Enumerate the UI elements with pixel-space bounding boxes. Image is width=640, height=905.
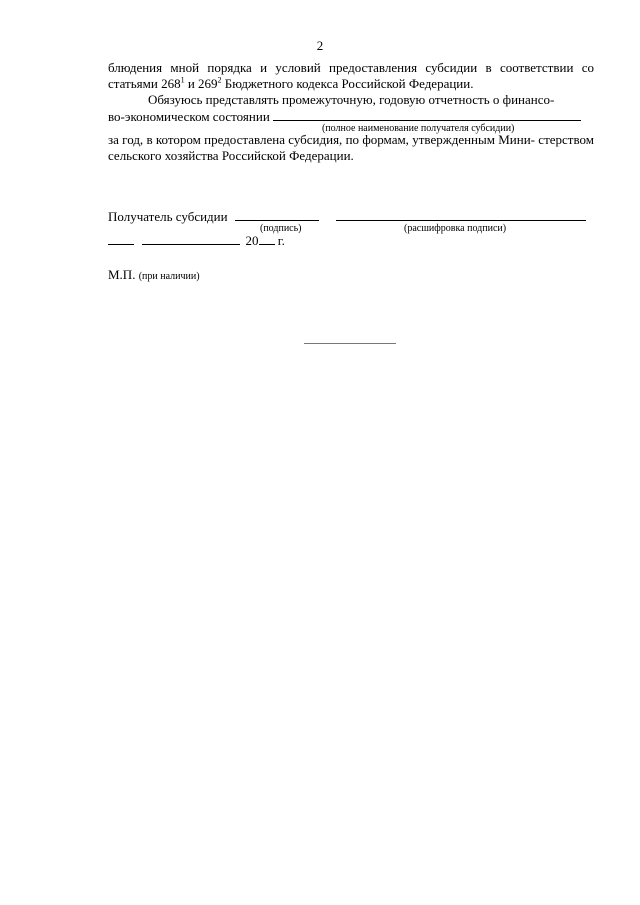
paragraph1-line1: блюдения мной порядка и условий предоставления субсидии в соответствии со — [108, 60, 594, 75]
footnote-sup-1: 1 — [180, 75, 185, 85]
paragraph2-line4: стерством сельского хозяйства Российской Федерации. — [108, 132, 594, 163]
signature-decoding-caption: (расшифровка подписи) — [404, 223, 507, 234]
recipient-name-row — [108, 108, 594, 132]
footnote-sup-2: 2 — [217, 75, 222, 85]
date-row — [108, 232, 594, 249]
stamp-row — [108, 267, 594, 285]
signature-field[interactable] — [235, 208, 319, 221]
signature-decoding-field[interactable] — [336, 208, 586, 221]
recipient-name-caption: (полное наименование получателя субсидии) — [322, 123, 515, 134]
paragraph1-line2-mid: и 269 — [184, 76, 218, 91]
signature-label: Получатель субсидии — [108, 209, 228, 224]
paragraph1-line2-end: Бюджетного кодекса Российской Федерации. — [221, 76, 474, 91]
paragraph-reporting-cont — [108, 132, 594, 164]
date-month-field[interactable] — [142, 232, 240, 245]
date-year-field[interactable] — [259, 232, 275, 245]
date-day-field[interactable] — [108, 232, 134, 245]
date-year-suffix: г. — [277, 233, 285, 248]
stamp-note: (при наличии) — [138, 271, 200, 282]
paragraph2-line1: Обязуюсь представлять промежуточную, годовую отчетность о финансо- — [148, 92, 555, 107]
date-year-prefix: 20 — [245, 233, 259, 248]
separator-line — [304, 343, 396, 344]
paragraph1-line2-start: статьями 268 — [108, 76, 181, 91]
signature-row — [108, 208, 594, 232]
paragraph2-line3: за год, в котором предоставлена субсидия, по формам, утвержденным Мини- — [108, 132, 536, 147]
recipient-name-field[interactable] — [273, 108, 581, 121]
paragraph2-line2-label: во-экономическом состоянии — [108, 109, 270, 124]
paragraph-compliance — [108, 60, 594, 92]
signature-caption: (подпись) — [260, 223, 302, 234]
document-body — [108, 60, 594, 285]
paragraph-reporting — [108, 92, 594, 108]
page-number: 2 — [316, 38, 324, 53]
stamp-label: М.П. — [108, 267, 136, 282]
